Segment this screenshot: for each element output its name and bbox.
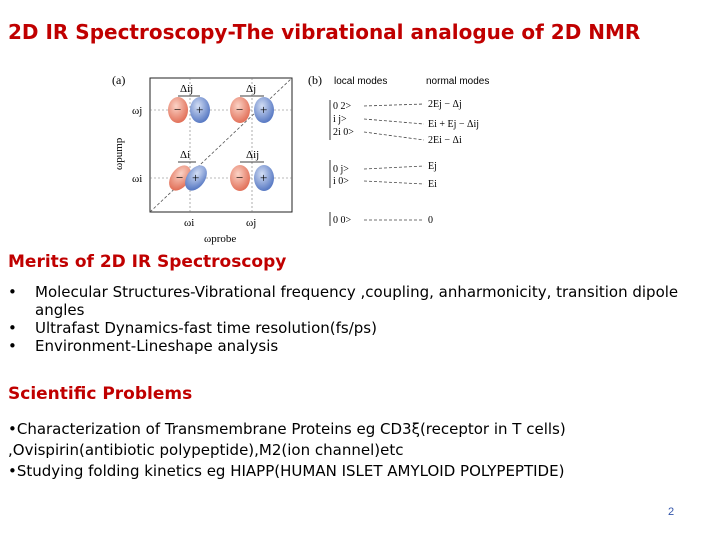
local-state: 0 j> (333, 164, 349, 175)
normal-energy: Ei (428, 179, 437, 190)
normal-energy: Ei + Ej − Δij (428, 119, 480, 130)
delta-j-top-label: Δj (246, 83, 257, 95)
plus-sign: + (260, 102, 268, 117)
normal-energy: Ej (428, 161, 437, 172)
minus-sign: − (174, 102, 182, 117)
normal-energy: 2Ei − Δi (428, 135, 462, 146)
x-tick-right: ωj (246, 217, 257, 229)
panel-b-label: (b) (308, 73, 322, 87)
local-state: i 0> (333, 176, 349, 187)
y-tick-lower: ωi (132, 173, 143, 185)
local-states (330, 100, 354, 226)
list-item (8, 337, 708, 355)
normal-energy: 0 (428, 215, 433, 226)
merit-text: Ultrafast Dynamics-fast time resolution(fs/ps) (35, 319, 377, 337)
delta-ij-top-label: Δij (180, 83, 194, 95)
plus-sign: + (260, 170, 268, 185)
minus-sign: − (236, 170, 244, 185)
merit-text: Environment-Lineshape analysis (35, 337, 279, 355)
2d-ir-figure (108, 70, 540, 248)
list-item (8, 319, 708, 337)
merits-list (8, 283, 708, 355)
diagonal-line (150, 78, 292, 212)
minus-sign: − (236, 102, 244, 117)
bullet-glyph: • (8, 319, 17, 337)
delta-i-bottom-label: Δi (180, 149, 191, 161)
problems-heading: Scientific Problems (8, 384, 193, 404)
merit-text: Molecular Structures-Vibrational frequency ,coupling, anharmonicity, transition dipole angles (35, 283, 679, 319)
problems-paragraph-2: •Studying folding kinetics eg HIAPP(HUMAN ISLET AMYLOID POLYPEPTIDE) (8, 462, 565, 480)
plus-sign: + (196, 102, 204, 117)
y-axis-label: ωpump (113, 137, 125, 170)
local-modes-header: local modes (334, 76, 388, 87)
list-item (8, 283, 708, 319)
minus-sign: − (176, 170, 184, 185)
plus-sign: + (192, 170, 200, 185)
normal-energies (428, 99, 479, 226)
problems-paragraph-1: •Characterization of Transmembrane Proteins eg CD3ξ(receptor in T cells) ,Ovispirin(antibiotic polypeptide),M2(ion channel)etc (8, 420, 566, 459)
bullet-glyph: • (8, 337, 17, 355)
merits-heading: Merits of 2D IR Spectroscopy (8, 252, 287, 272)
normal-modes-header: normal modes (426, 76, 490, 87)
slide-title: 2D IR Spectroscopy-The vibrational analogue of 2D NMR (8, 20, 641, 44)
y-tick-upper: ωj (132, 105, 143, 117)
delta-ij-bottom-label: Δij (246, 149, 260, 161)
local-state: 0 2> (333, 101, 352, 112)
local-state: i j> (333, 114, 347, 125)
page-number: 2 (668, 506, 675, 518)
x-tick-left: ωi (184, 217, 195, 229)
panel-a-label: (a) (112, 73, 126, 87)
normal-energy: 2Ej − Δj (428, 99, 462, 110)
bullet-glyph: • (8, 283, 17, 301)
level-connectors (364, 104, 424, 220)
local-state: 0 0> (333, 215, 352, 226)
local-state: 2i 0> (333, 127, 354, 138)
x-axis-label: ωprobe (204, 233, 237, 245)
